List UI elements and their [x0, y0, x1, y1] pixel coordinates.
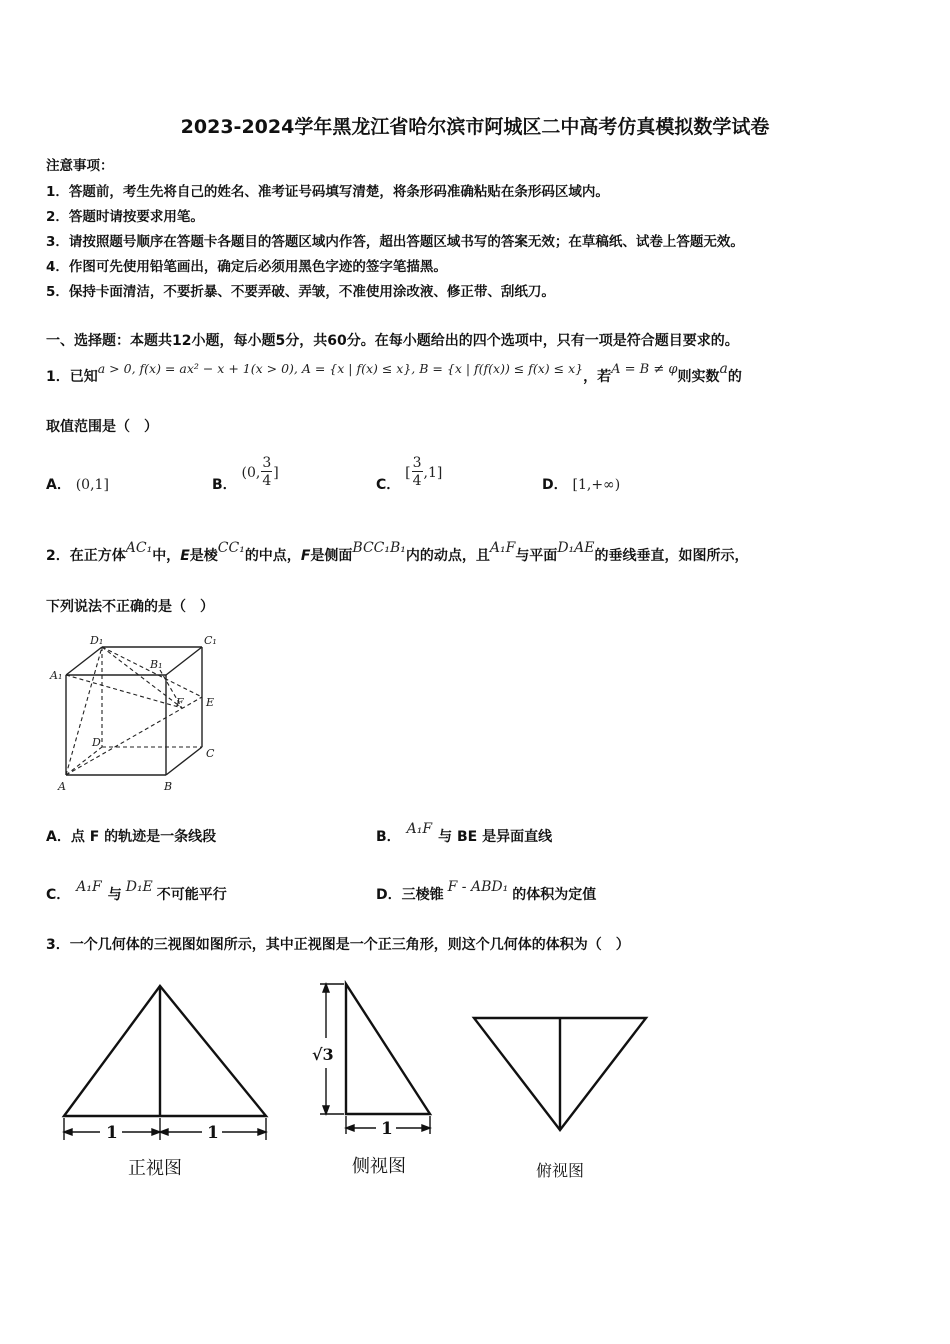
label-c1: C₁ — [204, 634, 217, 647]
line-a-d1 — [66, 647, 102, 775]
question-1-line-1 — [46, 361, 742, 386]
q1-formula: a > 0, f(x) = ax² − x + 1(x > 0), A = {x | f(x) ≤ x}, B = {x | f(f(x)) ≤ f(x) ≤ x} — [97, 361, 584, 376]
q1-option-c[interactable] — [376, 455, 443, 493]
label-b: B — [164, 780, 173, 793]
line-d1-e — [102, 647, 202, 697]
q2-option-b[interactable] — [376, 821, 553, 846]
edge-a-d-hidden — [66, 747, 102, 775]
q2-t8: 内的动点，且 — [405, 548, 490, 564]
edge-b-c — [166, 747, 202, 775]
q2-option-c[interactable] — [46, 879, 227, 904]
q1-option-d-value: [1,+∞) — [572, 477, 621, 493]
label-d: D — [92, 736, 101, 749]
q2-t4: 是棱 — [189, 548, 218, 564]
front-dim-arrow-1 — [64, 1129, 72, 1135]
top-view-figure — [466, 1010, 656, 1180]
q1-option-b-den: 4 — [262, 473, 272, 489]
q1-option-b-fraction — [261, 455, 272, 490]
top-view-caption: 俯视图 — [536, 1161, 585, 1180]
label-e: E — [206, 696, 215, 709]
q1-option-a[interactable] — [46, 474, 109, 494]
label-a1: A₁ — [50, 669, 63, 682]
q1-option-b[interactable] — [212, 455, 279, 493]
q1-prefix: 1．已知 — [46, 369, 98, 385]
q1-option-b-post: ] — [273, 464, 279, 481]
side-view-triangle — [346, 984, 430, 1114]
front-dim-label-right: 1 — [207, 1123, 219, 1143]
q2-m5: D₁AE — [557, 540, 595, 556]
q2-option-d-label: D．三棱锥 — [376, 887, 444, 903]
q2-option-a[interactable]: A．点 F 的轨迹是一条线段 — [46, 829, 217, 845]
q1-suffix-2: 的 — [727, 369, 742, 385]
q1-option-b-label: B． — [212, 477, 237, 493]
side-view-caption: 侧视图 — [352, 1156, 406, 1177]
side-base-arrow-right — [422, 1125, 430, 1131]
q1-option-c-label: C． — [376, 477, 401, 493]
q2-t3: E — [180, 548, 190, 564]
notice-heading: 注意事项： — [46, 158, 114, 174]
q1-option-b-num: 3 — [262, 455, 272, 471]
question-1-line-2: 取值范围是（ ） — [46, 419, 158, 435]
q1-option-b-pre: (0, — [241, 464, 261, 481]
q2-t7: 是侧面 — [310, 548, 353, 564]
q2-m2: CC₁ — [217, 540, 245, 556]
q1-option-b-value — [242, 455, 279, 490]
front-view-triangle — [64, 986, 266, 1116]
q2-t9: 与平面 — [515, 548, 558, 564]
q1-option-c-post: ,1] — [423, 464, 443, 481]
side-view-figure — [312, 976, 452, 1186]
q2-m1: AC₁ — [125, 540, 153, 556]
notice-item-4: 4．作图可先使用铅笔画出，确定后必须用黑色字迹的签字笔描黑。 — [46, 259, 447, 275]
q1-option-c-num: 3 — [412, 455, 422, 471]
q2-t6: F — [300, 548, 311, 564]
q2-option-b-math: A₁F — [406, 821, 433, 837]
q1-var: a — [719, 361, 728, 377]
side-dim-base-label: 1 — [381, 1119, 393, 1139]
question-2-line-2: 下列说法不正确的是（ ） — [46, 599, 214, 615]
q2-t5: 的中点， — [244, 548, 301, 564]
q2-t10: 的垂线垂直，如图所示， — [594, 548, 749, 564]
q1-option-c-den: 4 — [412, 473, 422, 489]
q2-option-d-math: F - ABD₁ — [447, 879, 509, 895]
q2-option-c-math-1: A₁F — [76, 879, 102, 895]
q2-option-b-text: 与 BE 是异面直线 — [438, 829, 553, 845]
q2-option-c-mid: 与 — [107, 887, 122, 903]
q2-option-c-math-2: D₁E — [125, 879, 153, 895]
q2-option-d[interactable] — [376, 879, 597, 904]
side-dim-arrow-bottom — [323, 1106, 329, 1114]
line-a1-f — [66, 675, 182, 708]
front-view-caption: 正视图 — [128, 1158, 182, 1179]
page-title: 2023-2024学年黑龙江省哈尔滨市阿城区二中高考仿真模拟数学试卷 — [180, 116, 770, 138]
label-d1: D₁ — [90, 634, 104, 647]
edge-b1-c1 — [166, 647, 202, 675]
q1-mid: ，若 — [583, 369, 612, 385]
q1-option-c-fraction — [412, 455, 423, 490]
notice-item-2: 2．答题时请按要求用笔。 — [46, 209, 204, 225]
q2-option-c-text: 不可能平行 — [156, 887, 227, 903]
label-f: F — [176, 696, 184, 709]
line-d1-f — [102, 647, 182, 708]
q1-option-c-value — [405, 455, 442, 490]
q2-option-c-label: C． — [46, 887, 71, 903]
edge-a1-d1 — [66, 647, 102, 675]
label-a: A — [58, 780, 66, 793]
notice-item-5: 5．保持卡面清洁，不要折暴、不要弄破、弄皱，不准使用涂改液、修正带、刮纸刀。 — [46, 284, 555, 300]
notice-item-3: 3．请按照题号顺序在答题卡各题目的答题区域内作答，超出答题区域书写的答案无效；在草稿纸、试卷上答题无效。 — [46, 234, 744, 250]
side-dim-height-label: √3 — [312, 1045, 334, 1064]
q1-suffix-1: 则实数 — [677, 369, 720, 385]
q1-option-d-label: D． — [542, 477, 568, 493]
q1-option-d[interactable] — [542, 474, 620, 494]
q1-condition: A = B ≠ φ — [611, 362, 678, 377]
q2-m3: BCC₁B₁ — [352, 540, 406, 556]
question-3: 3．一个几何体的三视图如图所示，其中正视图是一个正三角形，则这个几何体的体积为（ ） — [46, 937, 630, 953]
q2-t2: 中， — [152, 548, 181, 564]
side-dim-arrow-top — [323, 984, 329, 992]
front-dim-arrow-3 — [160, 1129, 168, 1135]
front-view-figure — [56, 978, 276, 1188]
q2-t1: 2．在正方体 — [46, 548, 126, 564]
front-dim-arrow-4 — [258, 1129, 266, 1135]
notice-item-1: 1．答题前，考生先将自己的姓名、准考证号码填写清楚，将条形码准确粘贴在条形码区域内。 — [46, 184, 609, 200]
q2-m4: A₁F — [489, 540, 516, 556]
section-heading: 一、选择题：本题共12小题，每小题5分，共60分。在每小题给出的四个选项中，只有一项是符合题目要求的。 — [46, 333, 739, 349]
front-dim-label-left: 1 — [106, 1123, 118, 1143]
q2-option-d-text: 的体积为定值 — [512, 887, 597, 903]
label-b1: B₁ — [150, 658, 163, 671]
q2-option-b-label: B． — [376, 829, 401, 845]
side-base-arrow-left — [346, 1125, 354, 1131]
label-c: C — [206, 747, 215, 760]
question-2-line-1 — [46, 540, 749, 565]
q1-option-c-pre: [ — [405, 464, 411, 481]
q1-option-a-value: (0,1] — [75, 477, 109, 493]
q1-option-a-label: A． — [46, 477, 71, 493]
cube-figure — [44, 630, 234, 796]
